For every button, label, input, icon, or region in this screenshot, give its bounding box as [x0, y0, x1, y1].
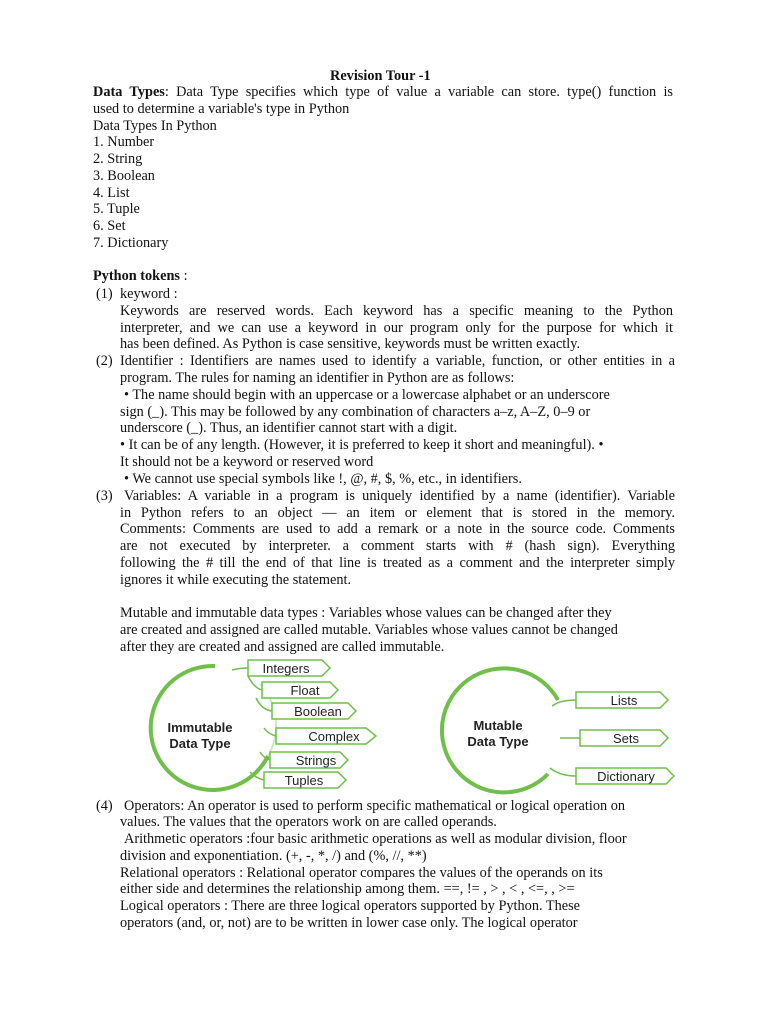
mutable-line: after they are created and assigned are called immutable. [120, 639, 445, 655]
keyword-line: has been defined. As Python is case sensitive, keywords must be written exactly. [120, 336, 581, 352]
item-boolean: Boolean [294, 704, 342, 719]
identifier-line: sign (_). This may be followed by any combination of characters a–z, A–Z, 0–9 or [120, 404, 591, 420]
operators-line: operators (and, or, not) are to be written in lower case only. The logical operator [120, 915, 578, 931]
item-dictionary: Dictionary [597, 769, 655, 784]
item-lists: Lists [610, 693, 638, 708]
tokens-heading: Python tokens [93, 268, 180, 284]
identifier-line: underscore (_). Thus, an identifier cannot start with a digit. [120, 420, 458, 436]
keyword-line: Keywords are reserved words. Each keyword has a specific meaning to the Python [120, 303, 673, 319]
tokens-heading-line [93, 268, 188, 285]
list-item: 4. List [93, 185, 130, 201]
list-item: 5. Tuple [93, 201, 140, 217]
variables-line: are not executed by interpreter. a comment starts with # (hash sign). Everything [120, 538, 675, 554]
item-tuples: Tuples [284, 773, 324, 788]
variables-line: in Python refers to an object — an item or element that is stored in the memory. [120, 505, 675, 521]
keyword-label: keyword : [120, 286, 178, 302]
connector [264, 728, 276, 736]
operators-line: values. The values that the operators work on are called operands. [120, 814, 497, 830]
identifier-line: Identifier : Identifiers are names used to identify a variable, function, or other entities in a [120, 353, 675, 369]
mutable-items [576, 692, 674, 784]
list-item: 1. Number [93, 134, 155, 150]
keyword-line: interpreter, and we can use a keyword in our program only for the purpose for which it [120, 320, 673, 336]
operators-line: Logical operators : There are three logical operators supported by Python. These [120, 898, 580, 914]
variables-line: following the # till the end of that line is treated as a comment and the interpreter simply [120, 555, 675, 571]
identifier-line: • We cannot use special symbols like !, @, #, $, %, etc., in identifiers. [124, 471, 522, 487]
connector [232, 668, 248, 670]
mutable-connectors [550, 700, 580, 776]
variables-line: Variables: A variable in a program is uniquely identified by a name (identifier). Variable [124, 488, 675, 504]
mutable-line: Mutable and immutable data types : Variables whose values can be changed after they [120, 605, 612, 621]
mutable-label-2: Data Type [467, 734, 529, 749]
list-item: 6. Set [93, 218, 126, 234]
item-complex: Complex [308, 729, 360, 744]
connector [550, 768, 576, 776]
operators-line: Operators: An operator is used to perform specific mathematical or logical operation on [124, 798, 626, 814]
section-number: (1) [96, 286, 113, 302]
mutable-label-1: Mutable [473, 718, 523, 733]
identifier-line: It should not be a keyword or reserved word [120, 454, 374, 470]
list-item: 3. Boolean [93, 168, 155, 184]
variables-line: Comments: Comments are used to add a remark or a note in the source code. Comments [120, 521, 675, 537]
section-number: (4) [96, 798, 113, 814]
identifier-line: program. The rules for naming an identifier in Python are as follows: [120, 370, 515, 386]
page-title: Revision Tour -1 [330, 68, 431, 84]
list-item: 2. String [93, 151, 143, 167]
operators-line: Arithmetic operators :four basic arithmetic operations as well as modular division, floor [124, 831, 627, 847]
identifier-line: • It can be of any length. (However, it is preferred to keep it short and meaningful). • [120, 437, 604, 453]
connector [248, 676, 262, 690]
immutable-items [248, 660, 376, 788]
list-item: 7. Dictionary [93, 235, 169, 251]
data-types-intro-text: : Data Type specifies which type of value a variable can store. type() function is [164, 84, 673, 100]
data-types-list-heading: Data Types In Python [93, 118, 217, 134]
connector [552, 700, 576, 706]
data-types-heading: Data Types [93, 84, 165, 100]
section-number: (2) [96, 353, 113, 369]
operators-line: either side and determines the relationship among them. ==, != , > , < , <=, , >= [120, 881, 575, 897]
item-float: Float [290, 683, 320, 698]
immutable-label-2: Data Type [169, 736, 231, 751]
item-integers: Integers [262, 661, 310, 676]
mutable-immutable-diagram [140, 656, 680, 796]
data-types-intro-1 [93, 84, 673, 101]
tokens-heading-suffix: : [180, 268, 188, 284]
operators-line: Relational operators : Relational operator compares the values of the operands on its [120, 865, 603, 881]
item-sets: Sets [612, 731, 640, 746]
identifier-line: • The name should begin with an uppercase or a lowercase alphabet or an underscore [124, 387, 610, 403]
mutable-line: are created and assigned are called mutable. Variables whose values cannot be changed [120, 622, 618, 638]
immutable-label-1: Immutable [167, 720, 233, 735]
section-number: (3) [96, 488, 113, 504]
variables-line: ignores it while executing the statement. [120, 572, 352, 588]
item-strings: Strings [295, 753, 337, 768]
data-types-intro-2: used to determine a variable's type in Python [93, 101, 350, 117]
operators-line: division and exponentiation. (+, -, *, /) and (%, //, **) [120, 848, 427, 864]
